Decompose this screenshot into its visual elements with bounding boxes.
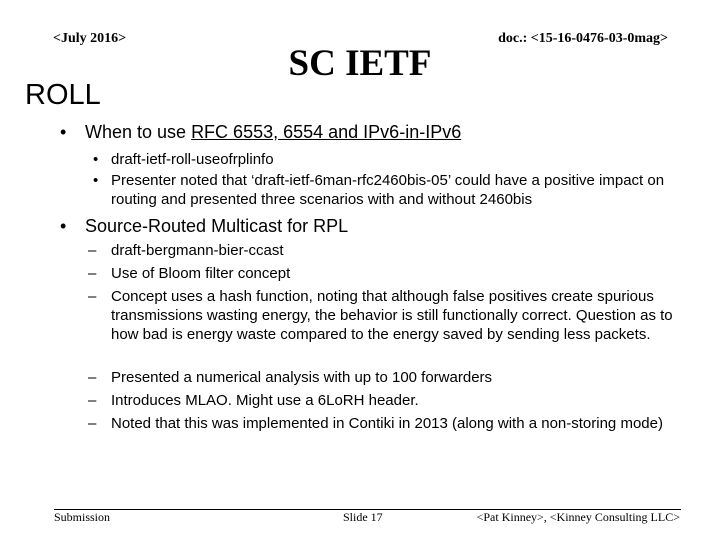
header-date: <July 2016> — [53, 31, 127, 46]
dash-marker: – — [88, 415, 97, 432]
bullet-2-sub-6 — [88, 414, 688, 433]
bullet-marker: • — [93, 172, 99, 189]
bullet-1-sub-2-text: Presenter noted that ‘draft-ietf-6man-rfc2460bis-05’ could have a positive impact on routing and presented three scenarios with and without 2460bis — [111, 172, 665, 208]
bullet-1-sub-1-text: draft-ietf-roll-useofrplinfo — [111, 151, 274, 168]
bullet-1-sub-2 — [93, 171, 693, 209]
bullet-marker: • — [60, 122, 67, 142]
bullet-2-sub-3-text: Concept uses a hash function, noting that although false positives create spurious transmissions wasting energy, the behavior is still functionally correct. Question as to how bad is energy waste compared to the energy saved by sending less packets. — [111, 288, 673, 343]
dash-marker: – — [88, 392, 97, 409]
bullet-marker: • — [60, 216, 67, 236]
bullet-2-sub-4-text: Presented a numerical analysis with up to 100 forwarders — [111, 369, 493, 386]
bullet-marker: • — [93, 151, 99, 168]
bullet-1-sub-1 — [93, 150, 693, 169]
footer-right: <Pat Kinney>, <Kinney Consulting LLC> — [476, 510, 680, 524]
bullet-1 — [60, 121, 700, 143]
dash-marker: – — [88, 288, 97, 305]
bullet-2-sub-2 — [88, 264, 688, 283]
slide-title: ROLL — [25, 79, 101, 111]
bullet-2-text: Source-Routed Multicast for RPL — [85, 216, 349, 236]
header-title: SC IETF — [288, 43, 432, 84]
bullet-2-sub-4 — [88, 368, 688, 387]
bullet-2-sub-5-text: Introduces MLAO. Might use a 6LoRH header. — [111, 392, 419, 409]
footer-slide-number: Slide 17 — [343, 510, 383, 524]
bullet-2-sub-3 — [88, 287, 688, 344]
dash-marker: – — [88, 369, 97, 386]
dash-marker: – — [88, 265, 97, 282]
header-doc-id: doc.: <15-16-0476-03-0mag> — [498, 31, 668, 46]
bullet-2-sub-1-text: draft-bergmann-bier-ccast — [111, 242, 284, 259]
bullet-2-sub-1 — [88, 241, 688, 260]
bullet-2 — [60, 215, 700, 237]
rfc-link[interactable]: RFC 6553, 6554 and IPv6-in-IPv6 — [191, 122, 462, 142]
bullet-2-sub-6-text: Noted that this was implemented in Contiki in 2013 (along with a non-storing mode) — [111, 415, 663, 432]
bullet-1-text: When to use RFC 6553, 6554 and IPv6-in-IPv6 — [85, 122, 462, 142]
footer-left: Submission — [54, 510, 111, 524]
bullet-2-sub-5 — [88, 391, 688, 410]
bullet-2-sub-2-text: Use of Bloom filter concept — [111, 265, 291, 282]
dash-marker: – — [88, 242, 97, 259]
